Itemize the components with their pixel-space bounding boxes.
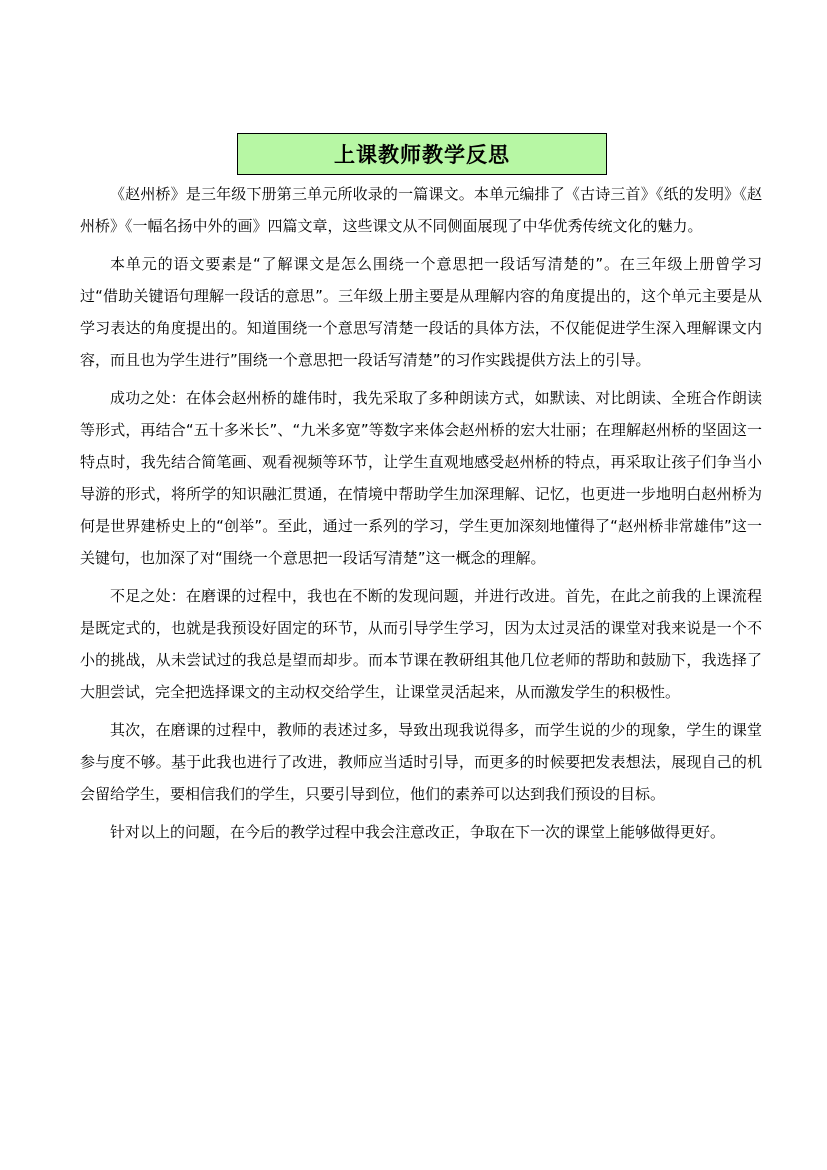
page-title: 上课教师教学反思 — [334, 143, 510, 167]
title-banner — [237, 133, 607, 175]
paragraph-secondly: 其次，在磨课的过程中，教师的表述过多，导致出现我说得多，而学生说的少的现象，学生的课堂参与度不够。基于此我也进行了改进，教师应当适时引导，而更多的时候要把发表想法，展现自己的机会留给学生，要相信我们的学生，只要引导到位，他们的素养可以达到我们预设的目标。 — [80, 721, 762, 803]
paragraph-shortcomings: 不足之处：在磨课的过程中，我也在不断的发现问题，并进行改进。首先，在此之前我的上课流程是既定式的，也就是我预设好固定的环节，从而引导学生学习，因为太过灵活的课堂对我来说是一个不小的挑战，从未尝试过的我总是望而却步。而本节课在教研组其他几位老师的帮助和鼓励下，我选择了大胆尝试，完全把选择课文的主动权交给学生，让课堂灵活起来，从而激发学生的积极性。 — [80, 587, 762, 701]
document-body — [80, 178, 762, 854]
paragraph-language-elements: 本单元的语文要素是“了解课文是怎么围绕一个意思把一段话写清楚的”。在三年级上册曾学习过“借助关键语句理解一段话的意思”。三年级上册主要是从理解内容的角度提出的，这个单元主要是从学习表达的角度提出的。知道围绕一个意思写清楚一段话的具体方法，不仅能促进学生深入理解课文内容，而且也为学生进行”围绕一个意思把一段话写清楚”的习作实践提供方法上的引导。 — [80, 255, 762, 369]
paragraph-intro: 《赵州桥》是三年级下册第三单元所收录的一篇课文。本单元编排了《古诗三首》《纸的发明》《赵州桥》《一幅名扬中外的画》四篇文章，这些课文从不同侧面展现了中华优秀传统文化的魅力。 — [80, 185, 762, 235]
paragraph-conclusion: 针对以上的问题，在今后的教学过程中我会注意改正，争取在下一次的课堂上能够做得更好。 — [110, 823, 726, 841]
paragraph-successes: 成功之处：在体会赵州桥的雄伟时，我先采取了多种朗读方式，如默读、对比朗读、全班合作朗读等形式，再结合“五十多米长”、“九米多宽”等数字来体会赵州桥的宏大壮丽；在理解赵州桥的坚固这一特点时，我先结合简笔画、观看视频等环节，让学生直观地感受赵州桥的特点，再采取让孩子们争当小导游的形式，将所学的知识融汇贯通，在情境中帮助学生加深理解、记忆，也更进一步地明白赵州桥为何是世界建桥史上的“创举”。至此，通过一系列的学习，学生更加深刻地懂得了“赵州桥非常雄伟”这一关键句，也加深了对“围绕一个意思把一段话写清楚”这一概念的理解。 — [80, 389, 762, 567]
